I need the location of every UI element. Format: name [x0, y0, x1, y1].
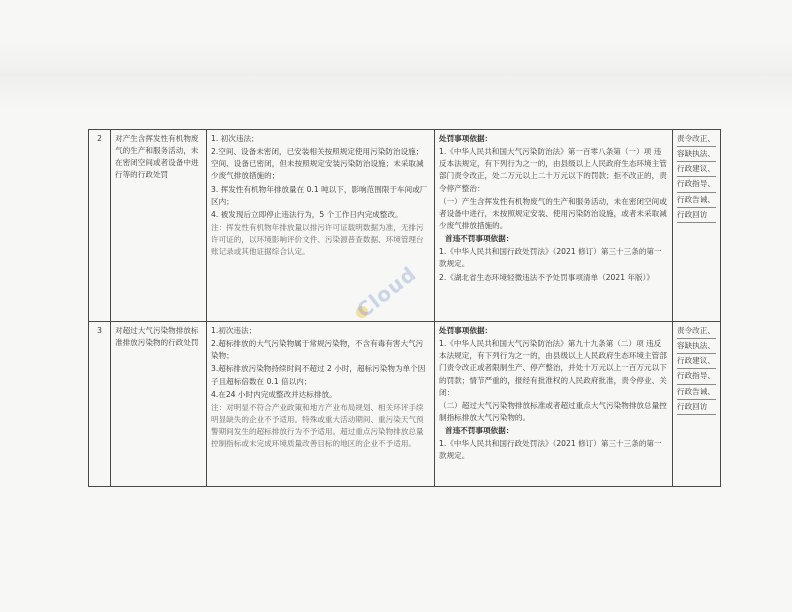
standard-item: 3. 挥发性有机物年排放量在 0.1 吨以下，影响范围限于车间或厂区内；: [211, 184, 428, 206]
basis-item: 1.《中华人民共和国大气污染防治法》第九十九条第（二）项 违反本法规定，有下列行为之一的，由县级以上人民政府生态环境主管部门责令改正或者限制生产、停产整治，并处十万元以上一百万元以下的罚款；情节严重的，报经有批准权的人民政府批准，责令停业、关闭：: [439, 339, 667, 397]
table-row: [89, 322, 721, 487]
row-number: 2: [89, 130, 111, 322]
soft-enforcement-measures: [673, 322, 721, 487]
exemption-standards: [207, 322, 435, 487]
measure-item: 行政告诫、: [677, 386, 716, 400]
basis-item: （二）超过大气污染物排放标准或者超过重点大气污染物排放总量控制指标排放大气污染物的。: [439, 400, 667, 422]
standard-item: 4. 被发现后立即停止违法行为，5 个工作日内完成整改。: [211, 209, 403, 219]
exempt-title: 首违不罚事项依据：: [445, 426, 514, 436]
standard-item: 1. 初次违法；: [211, 134, 259, 143]
exempt-item: 2.《湖北省生态环境轻微违法不予处罚事项清单（2021 年版）》: [439, 272, 655, 282]
watermark: Cloud: [351, 261, 421, 323]
basis-title: 处罚事项依据：: [439, 326, 493, 335]
basis-item: （一）产生含挥发性有机物废气的生产和服务活动，未在密闭空间或者设备中进行，未按照规定安装、使用污染防治设施，或者未采取减少废气排放措施的。: [439, 196, 667, 230]
measure-item: 行政建议、: [677, 163, 716, 177]
standard-item: 2.超标排放的大气污染物属于常规污染物，不含有毒有害大气污染物；: [211, 339, 424, 361]
basis-title: 处罚事项依据：: [439, 134, 493, 143]
standard-item: 2.空间、设备未密闭，已安装相关按照规定使用污染防治设施；空间、设备已密闭，但未按照规定安装污染防治设施；未采取减少废气排放措施的；: [211, 147, 424, 181]
standard-item: 4.在24 小时内完成整改并达标排放。: [211, 389, 337, 399]
measure-item: 行政指导、: [677, 178, 716, 192]
exempt-item: 1.《中华人民共和国行政处罚法》（2021 修订）第三十三条的第一款规定。: [439, 247, 662, 269]
exempt-item: 1.《中华人民共和国行政处罚法》（2021 修订）第三十三条的第一款规定。: [439, 439, 662, 461]
violation-behavior: 对超过大气污染物排放标准排放污染物的行政处罚: [111, 322, 207, 487]
standard-item: 3.超标排放污染物持续时间不超过 2 小时，超标污染物为单个因子且超标倍数在 0.1 倍以内；: [211, 364, 426, 386]
measure-item: 行政建议、: [677, 355, 716, 369]
measure-item: 责令改正、: [677, 133, 716, 147]
measure-item: 容缺执法、: [677, 148, 716, 162]
violation-behavior: 对产生含挥发性有机物废气的生产和服务活动，未在密闭空间或者设备中进行等的行政处罚: [111, 130, 207, 322]
legal-basis: [435, 130, 673, 322]
measure-item: 行政回访: [677, 401, 716, 415]
legal-basis: [435, 322, 673, 487]
exempt-title: 首违不罚事项依据：: [445, 234, 514, 244]
measure-item: 责令改正、: [677, 325, 716, 339]
measure-item: 容缺执法、: [677, 340, 716, 354]
standard-note: 注：挥发性有机物年排放量以排污许可证载明数据为准，无排污许可证的，以环境影响评价文件、污染源普查数据、环境管理台账记录或其他证据综合认定。: [211, 222, 424, 257]
standard-item: 1.初次违法；: [211, 326, 257, 335]
measure-item: 行政告诫、: [677, 194, 716, 208]
measure-item: 行政指导、: [677, 370, 716, 384]
measure-item: 行政回访: [677, 209, 716, 223]
standard-note: 注：对明显不符合产业政策和地方产业布局规划、相关环评手续明显缺失的企业不予适用。特殊或重大活动期间、重污染天气预警期间发生的超标排放行为不予适用。超过重点污染物排放总量控制指标或未完成环境质量改善目标的地区的企业不予适用。: [211, 402, 424, 449]
soft-enforcement-measures: [673, 130, 721, 322]
scan-shadow-band: [0, 40, 792, 110]
row-number: 3: [89, 322, 111, 487]
basis-item: 1.《中华人民共和国大气污染防治法》第一百零八条第（一）项 违反本法规定，有下列行为之一的，由县级以上人民政府生态环境主管部门责令改正，处二万元以上二十万元以下的罚款；拒不改正的，责令停产整治：: [439, 147, 667, 193]
violation-table: [88, 129, 721, 487]
